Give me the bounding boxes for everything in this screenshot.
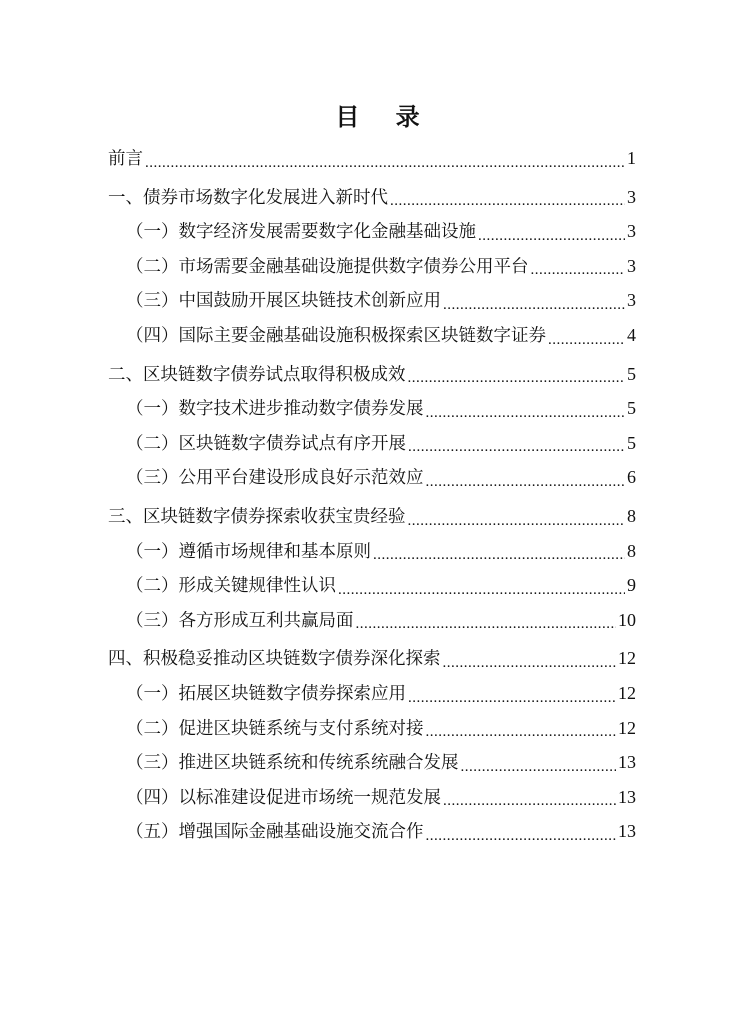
toc-title: 目 录 [335,102,434,131]
toc-section-entry[interactable] [108,645,636,680]
toc-subsection-entry[interactable] [108,538,636,573]
toc-dot-leader [408,510,626,528]
toc-page-number: 12 [618,717,636,738]
toc-dot-leader [408,687,616,705]
toc-page-number: 6 [627,467,636,488]
toc-section-entry[interactable] [108,503,636,538]
toc-subsection-entry[interactable] [108,253,636,288]
toc-page-number: 4 [627,324,636,345]
toc-entry-title: （三）中国鼓励开展区块链技术创新应用 [126,291,441,312]
toc-subsection-entry[interactable] [108,818,636,853]
toc-page-number: 13 [618,786,636,807]
toc-subsection-entry[interactable] [108,322,636,357]
toc-entry-title: （一）拓展区块链数字债券探索应用 [126,683,406,704]
toc-page-number: 12 [618,648,636,669]
toc-page-number: 3 [627,290,636,311]
toc-dot-leader [390,190,625,208]
toc-dot-leader [356,613,617,631]
toc-entry-title: 前言 [108,149,143,169]
toc-page-number: 12 [618,682,636,703]
toc-page-number: 3 [627,255,636,276]
toc-dot-leader [145,152,625,170]
toc-entry-title: 一、债券市场数字化发展进入新时代 [108,187,388,208]
toc-subsection-entry[interactable] [108,395,636,430]
toc-dot-leader [443,790,616,808]
toc-page-number: 5 [627,398,636,419]
toc-subsection-entry[interactable] [108,572,636,607]
toc-entry-title: （三）公用平台建设形成良好示范效应 [126,468,424,489]
toc-entry-title: （三）推进区块链系统和传统系统融合发展 [126,753,459,774]
toc-page-number: 13 [618,752,636,773]
toc-page-number: 5 [627,363,636,384]
toc-entry-title: 四、积极稳妥推动区块链数字债券深化探索 [108,649,441,670]
toc-page-number: 3 [627,221,636,242]
toc-entry-title: 三、区块链数字债券探索收获宝贵经验 [108,506,406,527]
toc-entry-title: 二、区块链数字债券试点取得积极成效 [108,364,406,385]
toc-dot-leader [426,721,617,739]
toc-entry-title: （一）数字技术进步推动数字债券发展 [126,399,424,420]
toc-subsection-entry[interactable] [108,464,636,499]
toc-page-number: 10 [618,609,636,630]
table-of-contents [108,145,636,853]
toc-dot-leader [338,579,625,597]
toc-dot-leader [531,259,626,277]
toc-subsection-entry[interactable] [108,784,636,819]
toc-subsection-entry[interactable] [108,715,636,750]
toc-entry-title: （一）遵循市场规律和基本原则 [126,541,371,562]
toc-entry-title: （三）各方形成互利共赢局面 [126,610,354,631]
toc-subsection-entry[interactable] [108,680,636,715]
toc-entry-title: （二）市场需要金融基础设施提供数字债券公用平台 [126,256,529,277]
toc-page-number: 1 [627,148,636,168]
toc-dot-leader [461,756,617,774]
toc-dot-leader [373,544,625,562]
toc-entry-title: （二）促进区块链系统与支付系统对接 [126,718,424,739]
toc-subsection-entry[interactable] [108,749,636,784]
toc-dot-leader [426,402,626,420]
toc-subsection-entry[interactable] [108,607,636,642]
toc-page-number: 5 [627,432,636,453]
toc-subsection-entry[interactable] [108,287,636,322]
toc-entry-title: （二）区块链数字债券试点有序开展 [126,433,406,454]
toc-subsection-entry[interactable] [108,218,636,253]
toc-dot-leader [548,329,625,347]
toc-page-number: 8 [627,540,636,561]
toc-entry-title: （五）增强国际金融基础设施交流合作 [126,822,424,843]
toc-section-entry[interactable] [108,184,636,219]
toc-entry-title: （一）数字经济发展需要数字化金融基础设施 [126,222,476,243]
toc-dot-leader [443,652,617,670]
toc-dot-leader [426,825,617,843]
toc-section-entry[interactable] [108,361,636,396]
toc-section-entry[interactable] [108,145,636,180]
toc-dot-leader [408,436,625,454]
toc-page-number: 13 [618,821,636,842]
toc-subsection-entry[interactable] [108,430,636,465]
toc-page-number: 9 [627,575,636,596]
toc-dot-leader [478,225,625,243]
toc-page-number: 3 [627,186,636,207]
toc-entry-title: （四）以标准建设促进市场统一规范发展 [126,787,441,808]
toc-dot-leader [443,294,625,312]
toc-entry-title: （二）形成关键规律性认识 [126,576,336,597]
toc-dot-leader [426,471,626,489]
toc-entry-title: （四）国际主要金融基础设施积极探索区块链数字证券 [126,325,546,346]
toc-dot-leader [408,367,626,385]
toc-page-number: 8 [627,505,636,526]
